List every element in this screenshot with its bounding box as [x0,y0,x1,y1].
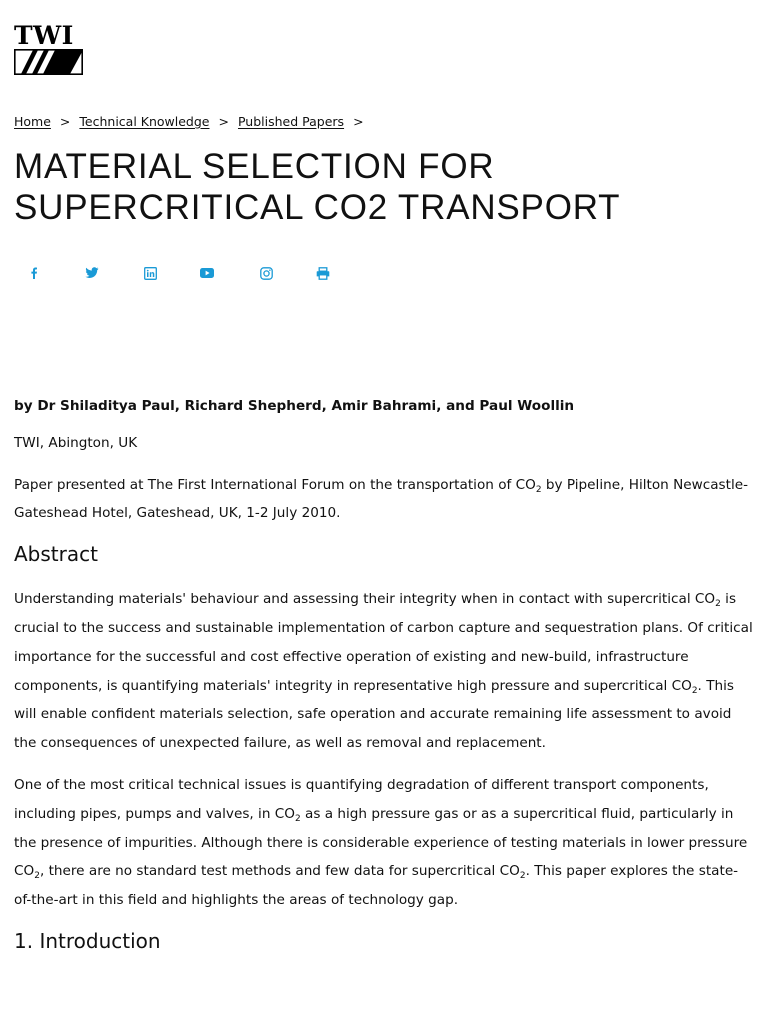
breadcrumb-separator: > [59,114,71,129]
subscript: 2 [691,685,698,696]
subscript: 2 [715,599,721,610]
abstract-heading: Abstract [14,542,98,567]
breadcrumb-separator: > [353,114,364,129]
presentation-note-text: Paper presented at The First International Forum on the transportation of CO [14,476,536,493]
breadcrumb-published-papers-link[interactable]: Published Papers [237,114,345,129]
paragraph-text: , there are no standard test methods and few data for supercritical CO [39,863,520,880]
subscript: 2 [34,871,40,882]
presentation-note [14,471,754,529]
facebook-icon [28,267,40,279]
paragraph-text: is crucial to the success and sustainable implementation of carbon capture and sequestration plans. Of critical importance for the successful and cost effective operation of existing and new-build, infrastructure components, is quantifying materials' integrity in representative high pressure and supercritical CO [14,591,753,694]
abstract-paragraph [14,585,754,758]
youtube-icon [200,268,214,278]
facebook-share-button[interactable] [23,262,45,284]
instagram-icon [260,267,273,280]
paragraph-text: as a high pressure gas or as a supercritical fluid, particularly in the presence of impurities. Although there is considerable experience of testing materials in lower pressure CO [14,805,748,880]
paragraph-text: Understanding materials' behaviour and assessing their integrity when in contact with supercritical CO [14,591,716,608]
subscript: 2 [294,813,301,824]
print-icon [316,267,330,280]
presentation-note-text: by Pipeline, Hilton Newcastle-Gateshead Hotel, Gateshead, UK, 1-2 July 2010. [14,476,748,522]
twi-logo[interactable] [14,21,84,76]
article-authors: by Dr Shiladitya Paul, Richard Shepherd, Amir Bahrami, and Paul Woollin [14,398,575,414]
abstract-paragraph [14,771,754,915]
breadcrumb [14,112,373,132]
article-body [14,392,754,972]
paragraph-text: . This paper explores the state-of-the-art in this field and highlights the areas of technology gap. [14,863,739,909]
linkedin-icon [144,267,157,280]
page-title: MATERIAL SELECTION FOR SUPERCRITICAL CO2 TRANSPORT [14,147,621,227]
breadcrumb-home-link[interactable]: Home [14,114,51,129]
breadcrumb-technical-knowledge-link[interactable]: Technical Knowledge [79,114,210,129]
youtube-share-button[interactable] [196,262,218,284]
paragraph-text: . This will enable confident materials selection, safe operation and accurate remaining life assessment to avoid the consequences of unexpected failure, as well as removal and replacement. [14,677,734,752]
paragraph-text: One of the most critical technical issues is quantifying degradation of different transport components, including pipes, pumps and valves, in CO [14,776,709,822]
print-button[interactable] [312,262,334,284]
logo-stripes-icon [14,49,83,75]
breadcrumb-separator: > [218,114,229,129]
introduction-heading: 1. Introduction [14,928,161,953]
article-affiliation: TWI, Abington, UK [14,434,138,451]
logo-wordmark: TWI [14,21,74,50]
linkedin-share-button[interactable] [139,262,161,284]
instagram-share-button[interactable] [255,262,277,284]
subscript: 2 [519,871,526,882]
twitter-icon [85,267,99,279]
twitter-share-button[interactable] [81,262,103,284]
subscript: 2 [535,484,542,495]
